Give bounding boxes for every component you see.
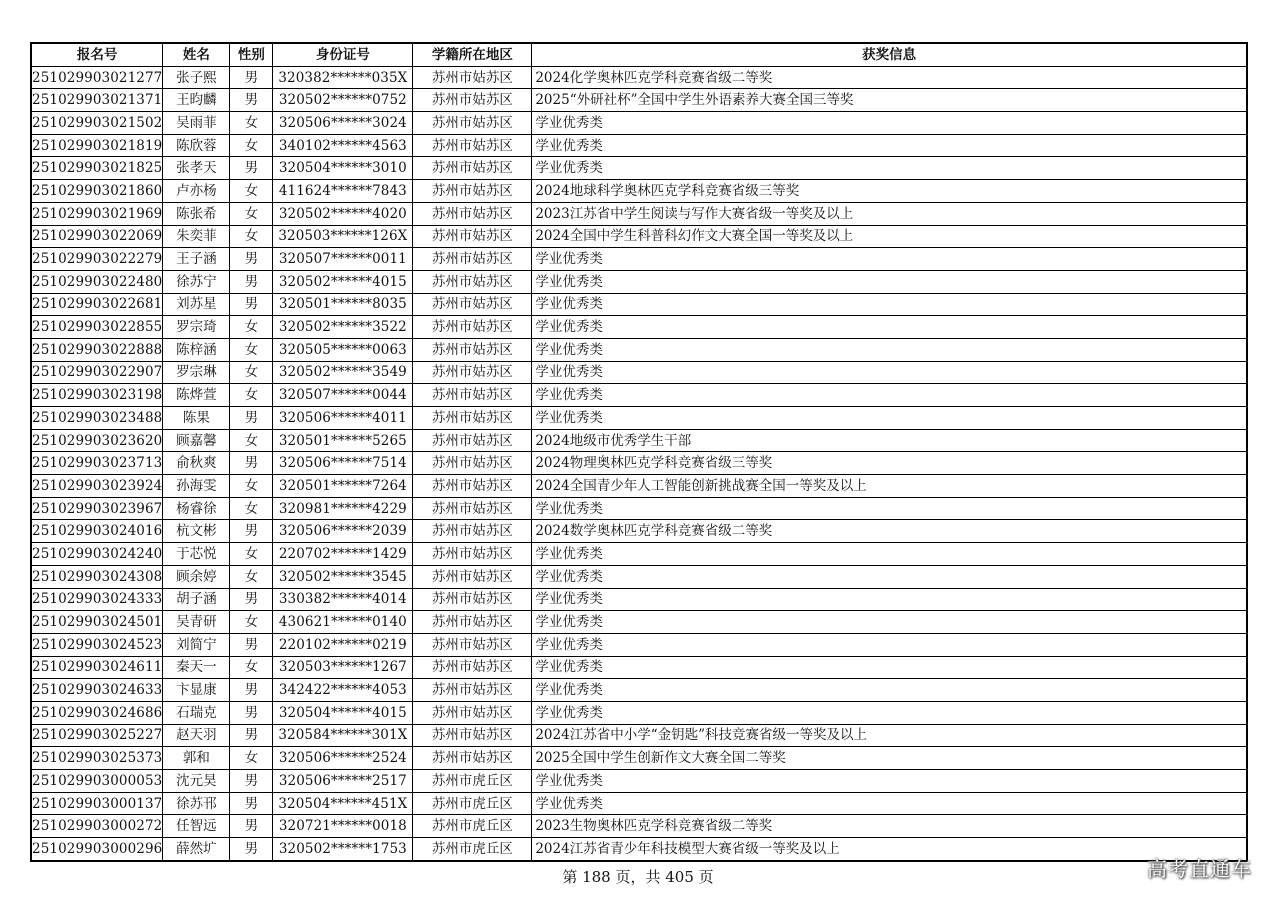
table-row <box>31 679 1247 702</box>
name-cell: 张子熙 <box>163 66 230 89</box>
registration-no-cell: 251029903023713 <box>31 452 163 475</box>
table-row <box>31 701 1247 724</box>
name-cell: 吴青研 <box>163 611 230 634</box>
header-name: 姓名 <box>163 43 230 66</box>
id-number-cell: 320507******0044 <box>273 384 413 407</box>
registration-no-cell: 251029903022907 <box>31 361 163 384</box>
gender-cell: 女 <box>230 429 273 452</box>
award-cell: 学业优秀类 <box>532 384 1247 407</box>
gender-cell: 男 <box>230 724 273 747</box>
award-cell: 学业优秀类 <box>532 656 1247 679</box>
id-number-cell: 320503******126X <box>273 225 413 248</box>
gender-cell: 男 <box>230 157 273 180</box>
registration-no-cell: 251029903025227 <box>31 724 163 747</box>
award-cell: 学业优秀类 <box>532 316 1247 339</box>
gender-cell: 女 <box>230 316 273 339</box>
id-number-cell: 320506******2039 <box>273 520 413 543</box>
name-cell: 顾余婷 <box>163 565 230 588</box>
registration-no-cell: 251029903021825 <box>31 157 163 180</box>
gender-cell: 女 <box>230 202 273 225</box>
id-number-cell: 340102******4563 <box>273 134 413 157</box>
gender-cell: 女 <box>230 384 273 407</box>
id-number-cell: 320502******4020 <box>273 202 413 225</box>
id-number-cell: 220102******0219 <box>273 633 413 656</box>
table-row <box>31 611 1247 634</box>
id-number-cell: 320506******7514 <box>273 452 413 475</box>
award-cell: 学业优秀类 <box>532 361 1247 384</box>
award-cell: 学业优秀类 <box>532 611 1247 634</box>
registration-no-cell: 251029903021371 <box>31 89 163 112</box>
award-cell: 2024地球科学奥林匹克学科竞赛省级三等奖 <box>532 180 1247 203</box>
region-cell: 苏州市姑苏区 <box>413 475 532 498</box>
gender-cell: 男 <box>230 407 273 430</box>
gender-cell: 女 <box>230 134 273 157</box>
registration-no-cell: 251029903021819 <box>31 134 163 157</box>
award-cell: 学业优秀类 <box>532 588 1247 611</box>
name-cell: 于芯悦 <box>163 543 230 566</box>
id-number-cell: 320506******2524 <box>273 747 413 770</box>
watermark-text: 高考直通车 <box>1147 857 1252 881</box>
award-cell: 学业优秀类 <box>532 543 1247 566</box>
region-cell: 苏州市姑苏区 <box>413 66 532 89</box>
award-cell: 学业优秀类 <box>532 157 1247 180</box>
table-row <box>31 543 1247 566</box>
award-cell: 学业优秀类 <box>532 565 1247 588</box>
name-cell: 顾嘉馨 <box>163 429 230 452</box>
region-cell: 苏州市姑苏区 <box>413 724 532 747</box>
table-row <box>31 452 1247 475</box>
name-cell: 秦天一 <box>163 656 230 679</box>
table-row <box>31 293 1247 316</box>
name-cell: 刘简宁 <box>163 633 230 656</box>
id-number-cell: 220702******1429 <box>273 543 413 566</box>
gender-cell: 男 <box>230 293 273 316</box>
region-cell: 苏州市虎丘区 <box>413 838 532 861</box>
table-row <box>31 66 1247 89</box>
id-number-cell: 320501******5265 <box>273 429 413 452</box>
id-number-cell: 320505******0063 <box>273 338 413 361</box>
registration-no-cell: 251029903025373 <box>31 747 163 770</box>
registration-no-cell: 251029903024686 <box>31 701 163 724</box>
region-cell: 苏州市姑苏区 <box>413 225 532 248</box>
name-cell: 陈果 <box>163 407 230 430</box>
id-number-cell: 320502******4015 <box>273 270 413 293</box>
award-cell: 2024全国中学生科普科幻作文大赛全国一等奖及以上 <box>532 225 1247 248</box>
header-region: 学籍所在地区 <box>413 43 532 66</box>
region-cell: 苏州市姑苏区 <box>413 384 532 407</box>
registration-no-cell: 251029903022888 <box>31 338 163 361</box>
id-number-cell: 320506******4011 <box>273 407 413 430</box>
award-cell: 学业优秀类 <box>532 112 1247 135</box>
table-row <box>31 361 1247 384</box>
id-number-cell: 411624******7843 <box>273 180 413 203</box>
id-number-cell: 320502******3545 <box>273 565 413 588</box>
registration-no-cell: 251029903021969 <box>31 202 163 225</box>
results-table <box>30 42 1248 862</box>
name-cell: 石瑞克 <box>163 701 230 724</box>
region-cell: 苏州市姑苏区 <box>413 407 532 430</box>
gender-cell: 男 <box>230 679 273 702</box>
table-row <box>31 248 1247 271</box>
name-cell: 陈烨萱 <box>163 384 230 407</box>
gender-cell: 女 <box>230 361 273 384</box>
region-cell: 苏州市姑苏区 <box>413 316 532 339</box>
registration-no-cell: 251029903023198 <box>31 384 163 407</box>
name-cell: 朱奕菲 <box>163 225 230 248</box>
award-cell: 学业优秀类 <box>532 270 1247 293</box>
gender-cell: 男 <box>230 270 273 293</box>
table-row <box>31 770 1247 793</box>
table-row <box>31 180 1247 203</box>
gender-cell: 女 <box>230 338 273 361</box>
region-cell: 苏州市姑苏区 <box>413 679 532 702</box>
table-row <box>31 202 1247 225</box>
id-number-cell: 320981******4229 <box>273 497 413 520</box>
name-cell: 杨睿徐 <box>163 497 230 520</box>
region-cell: 苏州市姑苏区 <box>413 611 532 634</box>
name-cell: 薛然圹 <box>163 838 230 861</box>
table-row <box>31 384 1247 407</box>
table-row <box>31 497 1247 520</box>
table-row <box>31 316 1247 339</box>
registration-no-cell: 251029903021277 <box>31 66 163 89</box>
registration-no-cell: 251029903000296 <box>31 838 163 861</box>
name-cell: 卢亦杨 <box>163 180 230 203</box>
name-cell: 杭文彬 <box>163 520 230 543</box>
registration-no-cell: 251029903000272 <box>31 815 163 838</box>
id-number-cell: 430621******0140 <box>273 611 413 634</box>
table-row <box>31 157 1247 180</box>
region-cell: 苏州市姑苏区 <box>413 112 532 135</box>
award-cell: 学业优秀类 <box>532 293 1247 316</box>
name-cell: 赵天羽 <box>163 724 230 747</box>
gender-cell: 男 <box>230 815 273 838</box>
registration-no-cell: 251029903023967 <box>31 497 163 520</box>
header-award-info: 获奖信息 <box>532 43 1247 66</box>
id-number-cell: 320504******451X <box>273 792 413 815</box>
award-cell: 学业优秀类 <box>532 497 1247 520</box>
id-number-cell: 320501******7264 <box>273 475 413 498</box>
region-cell: 苏州市姑苏区 <box>413 180 532 203</box>
region-cell: 苏州市姑苏区 <box>413 293 532 316</box>
name-cell: 张孝天 <box>163 157 230 180</box>
region-cell: 苏州市姑苏区 <box>413 270 532 293</box>
gender-cell: 女 <box>230 543 273 566</box>
region-cell: 苏州市姑苏区 <box>413 701 532 724</box>
registration-no-cell: 251029903024633 <box>31 679 163 702</box>
award-cell: 2025“外研社杯”全国中学生外语素养大赛全国三等奖 <box>532 89 1247 112</box>
table-row <box>31 89 1247 112</box>
name-cell: 王昀麟 <box>163 89 230 112</box>
registration-no-cell: 251029903022069 <box>31 225 163 248</box>
registration-no-cell: 251029903022681 <box>31 293 163 316</box>
table-row <box>31 475 1247 498</box>
table-row <box>31 815 1247 838</box>
region-cell: 苏州市姑苏区 <box>413 747 532 770</box>
registration-no-cell: 251029903024523 <box>31 633 163 656</box>
name-cell: 卞显康 <box>163 679 230 702</box>
registration-no-cell: 251029903000137 <box>31 792 163 815</box>
gender-cell: 男 <box>230 838 273 861</box>
gender-cell: 女 <box>230 497 273 520</box>
region-cell: 苏州市姑苏区 <box>413 656 532 679</box>
region-cell: 苏州市姑苏区 <box>413 520 532 543</box>
table-row <box>31 338 1247 361</box>
table-row <box>31 656 1247 679</box>
registration-no-cell: 251029903023488 <box>31 407 163 430</box>
table-row <box>31 792 1247 815</box>
page-number: 第 188 页，共 405 页 <box>562 868 714 886</box>
registration-no-cell: 251029903024501 <box>31 611 163 634</box>
name-cell: 郭和 <box>163 747 230 770</box>
table-row <box>31 429 1247 452</box>
region-cell: 苏州市虎丘区 <box>413 770 532 793</box>
region-cell: 苏州市姑苏区 <box>413 543 532 566</box>
registration-no-cell: 251029903024016 <box>31 520 163 543</box>
gender-cell: 男 <box>230 770 273 793</box>
award-cell: 学业优秀类 <box>532 770 1247 793</box>
name-cell: 徐苏宁 <box>163 270 230 293</box>
name-cell: 陈梓涵 <box>163 338 230 361</box>
region-cell: 苏州市姑苏区 <box>413 89 532 112</box>
region-cell: 苏州市姑苏区 <box>413 497 532 520</box>
name-cell: 刘苏星 <box>163 293 230 316</box>
award-cell: 2024化学奥林匹克学科竞赛省级二等奖 <box>532 66 1247 89</box>
gender-cell: 女 <box>230 747 273 770</box>
header-id-number: 身份证号 <box>273 43 413 66</box>
award-cell: 2023江苏省中学生阅读与写作大赛省级一等奖及以上 <box>532 202 1247 225</box>
award-cell: 2024全国青少年人工智能创新挑战赛全国一等奖及以上 <box>532 475 1247 498</box>
gender-cell: 男 <box>230 248 273 271</box>
name-cell: 孙海雯 <box>163 475 230 498</box>
registration-no-cell: 251029903024308 <box>31 565 163 588</box>
id-number-cell: 320504******4015 <box>273 701 413 724</box>
id-number-cell: 320502******3549 <box>273 361 413 384</box>
registration-no-cell: 251029903022279 <box>31 248 163 271</box>
gender-cell: 男 <box>230 89 273 112</box>
gender-cell: 女 <box>230 112 273 135</box>
name-cell: 沈元昊 <box>163 770 230 793</box>
id-number-cell: 320501******8035 <box>273 293 413 316</box>
award-cell: 2024物理奥林匹克学科竞赛省级三等奖 <box>532 452 1247 475</box>
id-number-cell: 320502******3522 <box>273 316 413 339</box>
name-cell: 吴雨菲 <box>163 112 230 135</box>
id-number-cell: 320382******035X <box>273 66 413 89</box>
registration-no-cell: 251029903024611 <box>31 656 163 679</box>
registration-no-cell: 251029903000053 <box>31 770 163 793</box>
name-cell: 陈张希 <box>163 202 230 225</box>
gender-cell: 女 <box>230 611 273 634</box>
name-cell: 徐苏邗 <box>163 792 230 815</box>
gender-cell: 男 <box>230 588 273 611</box>
region-cell: 苏州市姑苏区 <box>413 338 532 361</box>
region-cell: 苏州市姑苏区 <box>413 202 532 225</box>
table-row <box>31 838 1247 861</box>
id-number-cell: 320506******2517 <box>273 770 413 793</box>
id-number-cell: 320721******0018 <box>273 815 413 838</box>
gender-cell: 女 <box>230 225 273 248</box>
name-cell: 王子涵 <box>163 248 230 271</box>
id-number-cell: 330382******4014 <box>273 588 413 611</box>
table-row <box>31 565 1247 588</box>
id-number-cell: 320507******0011 <box>273 248 413 271</box>
region-cell: 苏州市姑苏区 <box>413 134 532 157</box>
award-cell: 学业优秀类 <box>532 792 1247 815</box>
registration-no-cell: 251029903024240 <box>31 543 163 566</box>
region-cell: 苏州市姑苏区 <box>413 429 532 452</box>
table-header-row <box>31 43 1247 66</box>
award-cell: 2024数学奥林匹克学科竞赛省级二等奖 <box>532 520 1247 543</box>
gender-cell: 女 <box>230 180 273 203</box>
name-cell: 陈欣蓉 <box>163 134 230 157</box>
name-cell: 罗宗琦 <box>163 316 230 339</box>
id-number-cell: 342422******4053 <box>273 679 413 702</box>
id-number-cell: 320584******301X <box>273 724 413 747</box>
id-number-cell: 320502******1753 <box>273 838 413 861</box>
registration-no-cell: 251029903024333 <box>31 588 163 611</box>
gender-cell: 男 <box>230 66 273 89</box>
gender-cell: 男 <box>230 520 273 543</box>
gender-cell: 男 <box>230 633 273 656</box>
registration-no-cell: 251029903021502 <box>31 112 163 135</box>
id-number-cell: 320506******3024 <box>273 112 413 135</box>
award-cell: 2024江苏省中小学“金钥匙”科技竞赛省级一等奖及以上 <box>532 724 1247 747</box>
table-body <box>31 66 1247 861</box>
region-cell: 苏州市姑苏区 <box>413 157 532 180</box>
award-cell: 学业优秀类 <box>532 134 1247 157</box>
header-gender: 性别 <box>230 43 273 66</box>
name-cell: 任智远 <box>163 815 230 838</box>
table-row <box>31 112 1247 135</box>
region-cell: 苏州市虎丘区 <box>413 815 532 838</box>
table-row <box>31 225 1247 248</box>
region-cell: 苏州市姑苏区 <box>413 633 532 656</box>
id-number-cell: 320503******1267 <box>273 656 413 679</box>
registration-no-cell: 251029903023924 <box>31 475 163 498</box>
gender-cell: 男 <box>230 792 273 815</box>
table-row <box>31 724 1247 747</box>
table-row <box>31 270 1247 293</box>
gender-cell: 女 <box>230 475 273 498</box>
award-cell: 2024江苏省青少年科技模型大赛省级一等奖及以上 <box>532 838 1247 861</box>
table-row <box>31 588 1247 611</box>
gender-cell: 女 <box>230 656 273 679</box>
award-cell: 学业优秀类 <box>532 248 1247 271</box>
region-cell: 苏州市姑苏区 <box>413 588 532 611</box>
gender-cell: 男 <box>230 452 273 475</box>
gender-cell: 女 <box>230 565 273 588</box>
table-row <box>31 633 1247 656</box>
region-cell: 苏州市虎丘区 <box>413 792 532 815</box>
id-number-cell: 320502******0752 <box>273 89 413 112</box>
name-cell: 俞秋爽 <box>163 452 230 475</box>
name-cell: 罗宗琳 <box>163 361 230 384</box>
award-cell: 2025全国中学生创新作文大赛全国二等奖 <box>532 747 1247 770</box>
registration-no-cell: 251029903022855 <box>31 316 163 339</box>
registration-no-cell: 251029903021860 <box>31 180 163 203</box>
award-cell: 学业优秀类 <box>532 633 1247 656</box>
region-cell: 苏州市姑苏区 <box>413 361 532 384</box>
registration-no-cell: 251029903023620 <box>31 429 163 452</box>
header-registration-no: 报名号 <box>31 43 163 66</box>
region-cell: 苏州市姑苏区 <box>413 248 532 271</box>
award-cell: 2023生物奥林匹克学科竞赛省级二等奖 <box>532 815 1247 838</box>
name-cell: 胡子涵 <box>163 588 230 611</box>
award-cell: 学业优秀类 <box>532 679 1247 702</box>
table-row <box>31 407 1247 430</box>
gender-cell: 男 <box>230 701 273 724</box>
table-row <box>31 747 1247 770</box>
id-number-cell: 320504******3010 <box>273 157 413 180</box>
award-cell: 学业优秀类 <box>532 701 1247 724</box>
registration-no-cell: 251029903022480 <box>31 270 163 293</box>
region-cell: 苏州市姑苏区 <box>413 565 532 588</box>
table-row <box>31 134 1247 157</box>
award-cell: 学业优秀类 <box>532 407 1247 430</box>
region-cell: 苏州市姑苏区 <box>413 452 532 475</box>
award-cell: 学业优秀类 <box>532 338 1247 361</box>
table-row <box>31 520 1247 543</box>
award-cell: 2024地级市优秀学生干部 <box>532 429 1247 452</box>
